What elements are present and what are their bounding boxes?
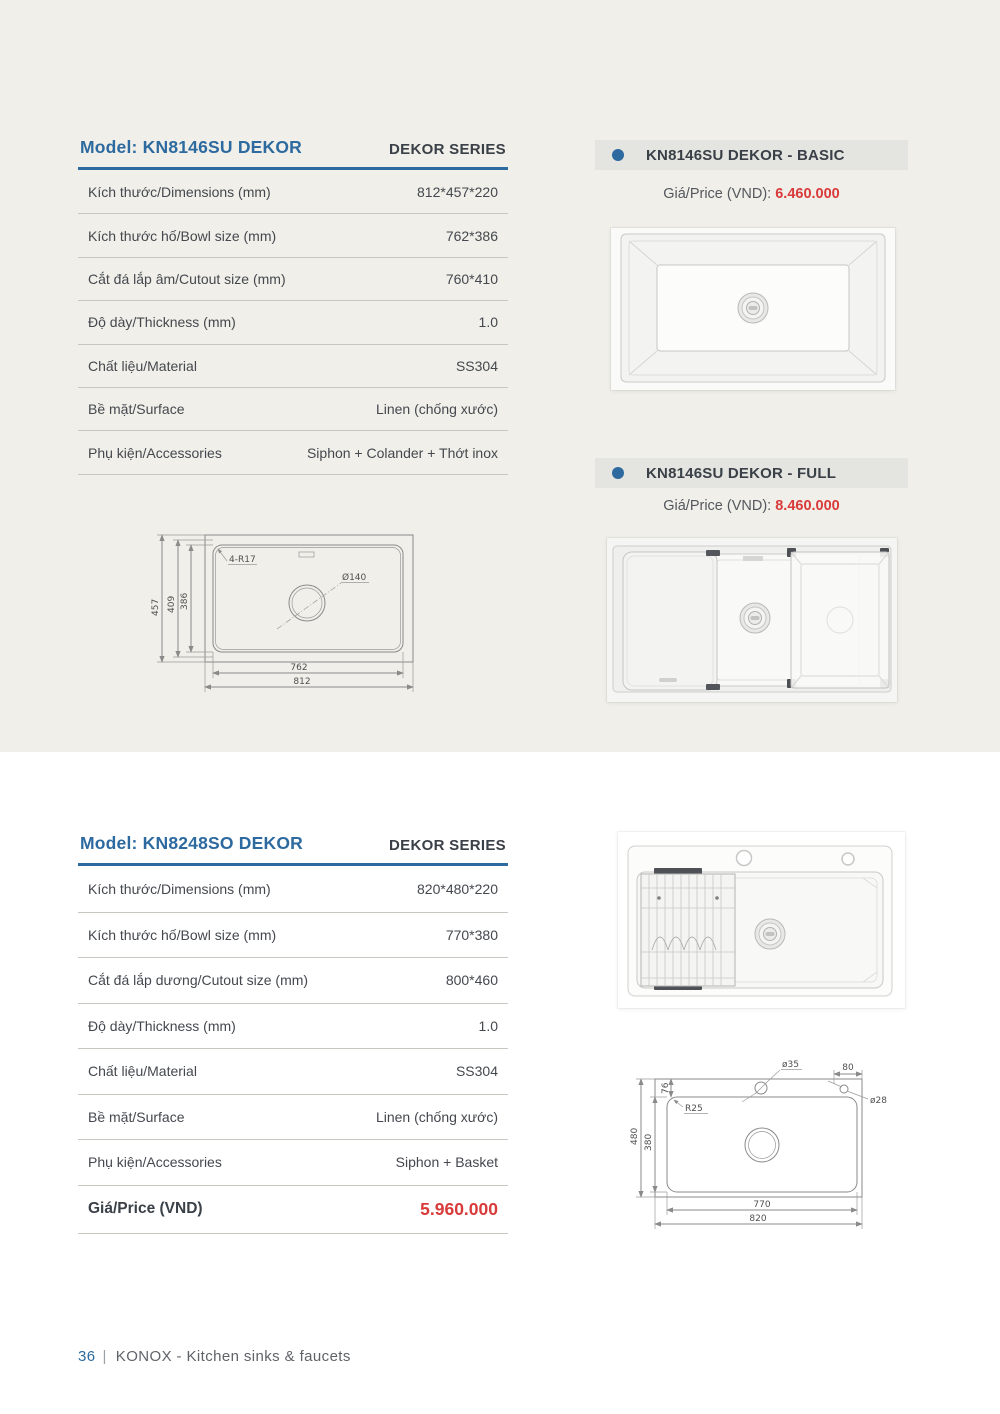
spec-row [78,1140,508,1186]
spec-row [78,1049,508,1095]
spec-row [78,958,508,1004]
faucet-callout [742,1060,802,1102]
dim-inner-width-label: 770 [753,1200,771,1210]
variant2-price-line [595,498,908,514]
price-label: Giá/Price (VND) [88,1200,203,1217]
footer-separator: | [102,1348,107,1365]
spec-label: Cắt đá lắp dương/Cutout size (mm) [88,972,309,989]
corner-radius-callout [674,1100,708,1114]
spec-value: 812*457*220 [417,184,498,201]
price-value: 8.460.000 [775,498,840,514]
product2-spec-table [78,867,508,1234]
spec-row [78,171,508,214]
corner-radius-label: R25 [685,1104,703,1114]
spec-label: Kích thước hố/Bowl size (mm) [88,227,277,244]
spec-row [78,1004,508,1050]
price-label: Giá/Price (VND): [663,498,772,514]
drain [740,603,770,633]
dim-inner-width [667,1192,857,1215]
corner-radius-callout [218,549,257,565]
spec-row [78,913,508,959]
sink-photo-topmount [628,846,892,996]
faucet-hole [737,851,752,866]
hole-diameter-label: ø28 [870,1096,887,1106]
spec-row [78,301,508,344]
hole-callout [828,1081,887,1106]
wire-basket [641,868,735,990]
dim-outer-height-label: 480 [630,1127,640,1145]
spec-value: 820*480*220 [417,881,498,898]
spec-row [78,214,508,257]
dim-inner-height [644,1097,667,1192]
dim-inner-height-label: 386 [180,592,190,610]
product1-technical-drawing [145,528,437,704]
spec-value: Linen (chống xước) [375,401,498,418]
variant1-name: KN8146SU DEKOR - BASIC [646,146,845,164]
spec-value: 762*386 [445,227,498,244]
spec-label: Bề mặt/Surface [88,1108,185,1125]
bullet-icon [612,149,624,161]
product2-series-label: DEKOR SERIES [389,837,506,854]
offset-dim [834,1063,862,1084]
drain [755,919,785,949]
header-rule [78,167,508,170]
dim-outer-width-label: 820 [749,1214,767,1224]
spec-value: Siphon + Colander + Thớt inox [306,444,498,461]
spec-label: Cắt đá lắp âm/Cutout size (mm) [88,270,286,287]
cutting-board [623,550,720,690]
drain-callout [341,572,369,583]
spec-label: Phụ kiện/Accessories [88,1154,222,1171]
corner-radius-label: 4-R17 [229,555,256,565]
product2-model-title: Model: KN8248SO DEKOR [80,833,303,853]
product1-header [78,132,508,158]
variant2-header-bar [595,458,908,488]
price-label: Giá/Price (VND): [663,186,772,202]
spec-value: SS304 [455,1063,498,1080]
product1-spec-panel [78,132,508,475]
spec-row [78,1095,508,1141]
spec-value: Linen (chống xước) [375,1108,498,1125]
spec-value: 800*460 [445,972,498,989]
dim-outer-width-label: 812 [293,677,311,687]
faucet-diameter-label: ø35 [782,1060,799,1070]
product2-photo [618,832,905,1008]
spec-label: Độ dày/Thickness (mm) [88,314,236,331]
spec-value: 760*410 [445,270,498,287]
dim-cutout-height-label: 409 [167,595,177,613]
spec-row [78,388,508,431]
bullet-icon [612,467,624,479]
spec-value: 1.0 [478,314,498,331]
variant1-header-bar [595,140,908,170]
sink-photo-full [613,546,891,692]
product1-basic-photo [611,228,895,390]
spec-label: Độ dày/Thickness (mm) [88,1017,236,1034]
product2-spec-panel [78,828,508,1234]
spec-label: Kích thước hố/Bowl size (mm) [88,926,277,943]
colander-basket [787,548,889,688]
price-value: 6.460.000 [775,186,840,202]
product1-series-label: DEKOR SERIES [389,141,506,158]
dim-inner-width [213,652,403,678]
soap-hole [842,853,854,865]
dim-inner-height [180,545,213,652]
spec-value: 770*380 [445,926,498,943]
spec-label: Chất liệu/Material [88,357,197,374]
spec-row [78,345,508,388]
spec-label: Chất liệu/Material [88,1063,197,1080]
product1-full-photo [607,538,897,702]
sink-outline [655,1079,862,1197]
spec-row [78,867,508,913]
page-number: 36 [78,1348,96,1365]
spec-label: Phụ kiện/Accessories [88,444,222,461]
product1-spec-table [78,171,508,475]
drain [738,293,768,323]
spec-label: Bề mặt/Surface [88,401,185,418]
spec-row [78,258,508,301]
price-value: 5.960.000 [420,1198,498,1219]
offset-dim-label: 80 [842,1063,854,1073]
page-footer [78,1348,351,1365]
product2-price-row [78,1186,508,1234]
spec-label: Kích thước/Dimensions (mm) [88,184,271,201]
product2-header [78,828,508,854]
drain-diameter-label: Ø140 [342,573,367,583]
variant2-name: KN8146SU DEKOR - FULL [646,464,837,482]
dim-inner-height-label: 380 [644,1133,654,1151]
top-offset-dim [661,1079,671,1097]
top-offset-label: 76 [661,1082,671,1094]
spec-value: Siphon + Basket [395,1154,498,1171]
dim-cutout-height [167,540,213,657]
sink-photo-basic [621,234,885,382]
spec-value: SS304 [455,357,498,374]
header-rule [78,863,508,866]
variant1-price-line [595,186,908,202]
dim-outer-height-label: 457 [151,598,161,616]
spec-row [78,431,508,474]
product1-model-title: Model: KN8146SU DEKOR [80,137,303,157]
spec-label: Kích thước/Dimensions (mm) [88,881,271,898]
product2-technical-drawing [628,1050,910,1242]
spec-value: 1.0 [478,1017,498,1034]
dim-inner-width-label: 762 [290,663,308,673]
dim-outer-width [205,662,413,692]
brand-text: KONOX - Kitchen sinks & faucets [115,1348,351,1365]
